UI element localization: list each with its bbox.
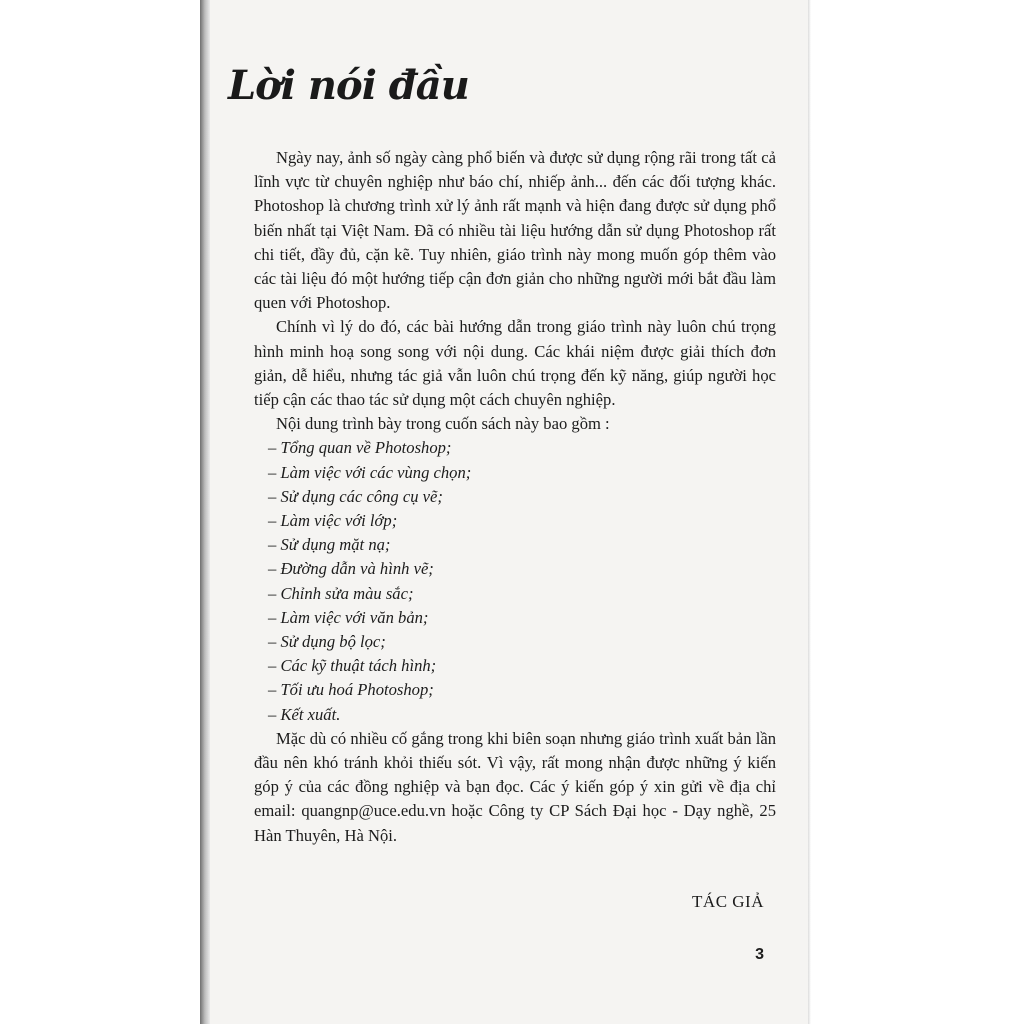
list-item: – Tối ưu hoá Photoshop; — [268, 680, 434, 700]
page-right-edge — [808, 0, 811, 1024]
list-item: – Sử dụng bộ lọc; — [268, 632, 386, 652]
contents-intro: Nội dung trình bày trong cuốn sách này bao gồm : — [276, 414, 610, 434]
page-number: 3 — [755, 946, 764, 963]
list-item: – Kết xuất. — [268, 704, 341, 724]
closing-address: hoặc Công ty CP Sách Đại học - Dạy nghề, 25 Hàn Thuyên, Hà Nội. — [254, 801, 776, 845]
list-item: – Các kỹ thuật tách hình; — [268, 656, 437, 676]
list-item: – Sử dụng các công cụ vẽ; — [268, 486, 443, 506]
list-item: – Làm việc với văn bản; — [268, 607, 429, 627]
list-item: – Làm việc với lớp; — [268, 511, 398, 531]
list-item: – Đường dẫn và hình vẽ; — [268, 559, 434, 579]
email-link[interactable]: quangnp@uce.edu.vn — [301, 801, 446, 821]
author-signature: TÁC GIẢ — [692, 892, 764, 911]
preface-body — [254, 146, 776, 848]
paragraph-approach: Chính vì lý do đó, các bài hướng dẫn trong giáo trình này luôn chú trọng hình minh hoạ song song với nội dung. Các khái niệm được giải thích đơn giản, dễ hiểu, nhưng tác giả vẫn luôn chú trọng đến kỹ năng, giúp người học tiếp cận các thao tác sử dụng một cách chuyên nghiệp. — [254, 317, 776, 410]
paragraph-intro: Ngày nay, ảnh số ngày càng phổ biến và được sử dụng rộng rãi trong tất cả lĩnh vực từ chuyên nghiệp như báo chí, nhiếp ảnh... đến các đối tượng khác. Photoshop là chương trình xử lý ảnh rất mạnh và hiện đang được sử dụng phổ biến nhất tại Việt Nam. Đã có nhiều tài liệu hướng dẫn sử dụng Photoshop rất chi tiết, đầy đủ, cặn kẽ. Tuy nhiên, giáo trình này mong muốn góp thêm vào các tài liệu đó một hướng tiếp cận đơn giản cho những người mới bắt đầu làm quen với Photoshop. — [254, 148, 776, 313]
paragraph-closing — [254, 727, 776, 848]
page-title: Lời nói đầu — [228, 62, 469, 109]
list-item: – Sử dụng mặt nạ; — [268, 535, 391, 555]
contents-list — [254, 436, 776, 726]
list-item: – Tổng quan về Photoshop; — [268, 438, 452, 458]
closing-text: Mặc dù có nhiều cố gắng trong khi biên soạn nhưng giáo trình xuất bản lần đầu nên khó tránh khỏi thiếu sót. Vì vậy, rất mong nhận được những ý kiến góp ý của các đồng nghiệp và bạn đọc. Các ý kiến góp ý xin gửi về địa chỉ email: — [254, 728, 776, 821]
book-page — [210, 0, 810, 1024]
list-item: – Chỉnh sửa màu sắc; — [268, 583, 414, 603]
list-item: – Làm việc với các vùng chọn; — [268, 462, 472, 482]
